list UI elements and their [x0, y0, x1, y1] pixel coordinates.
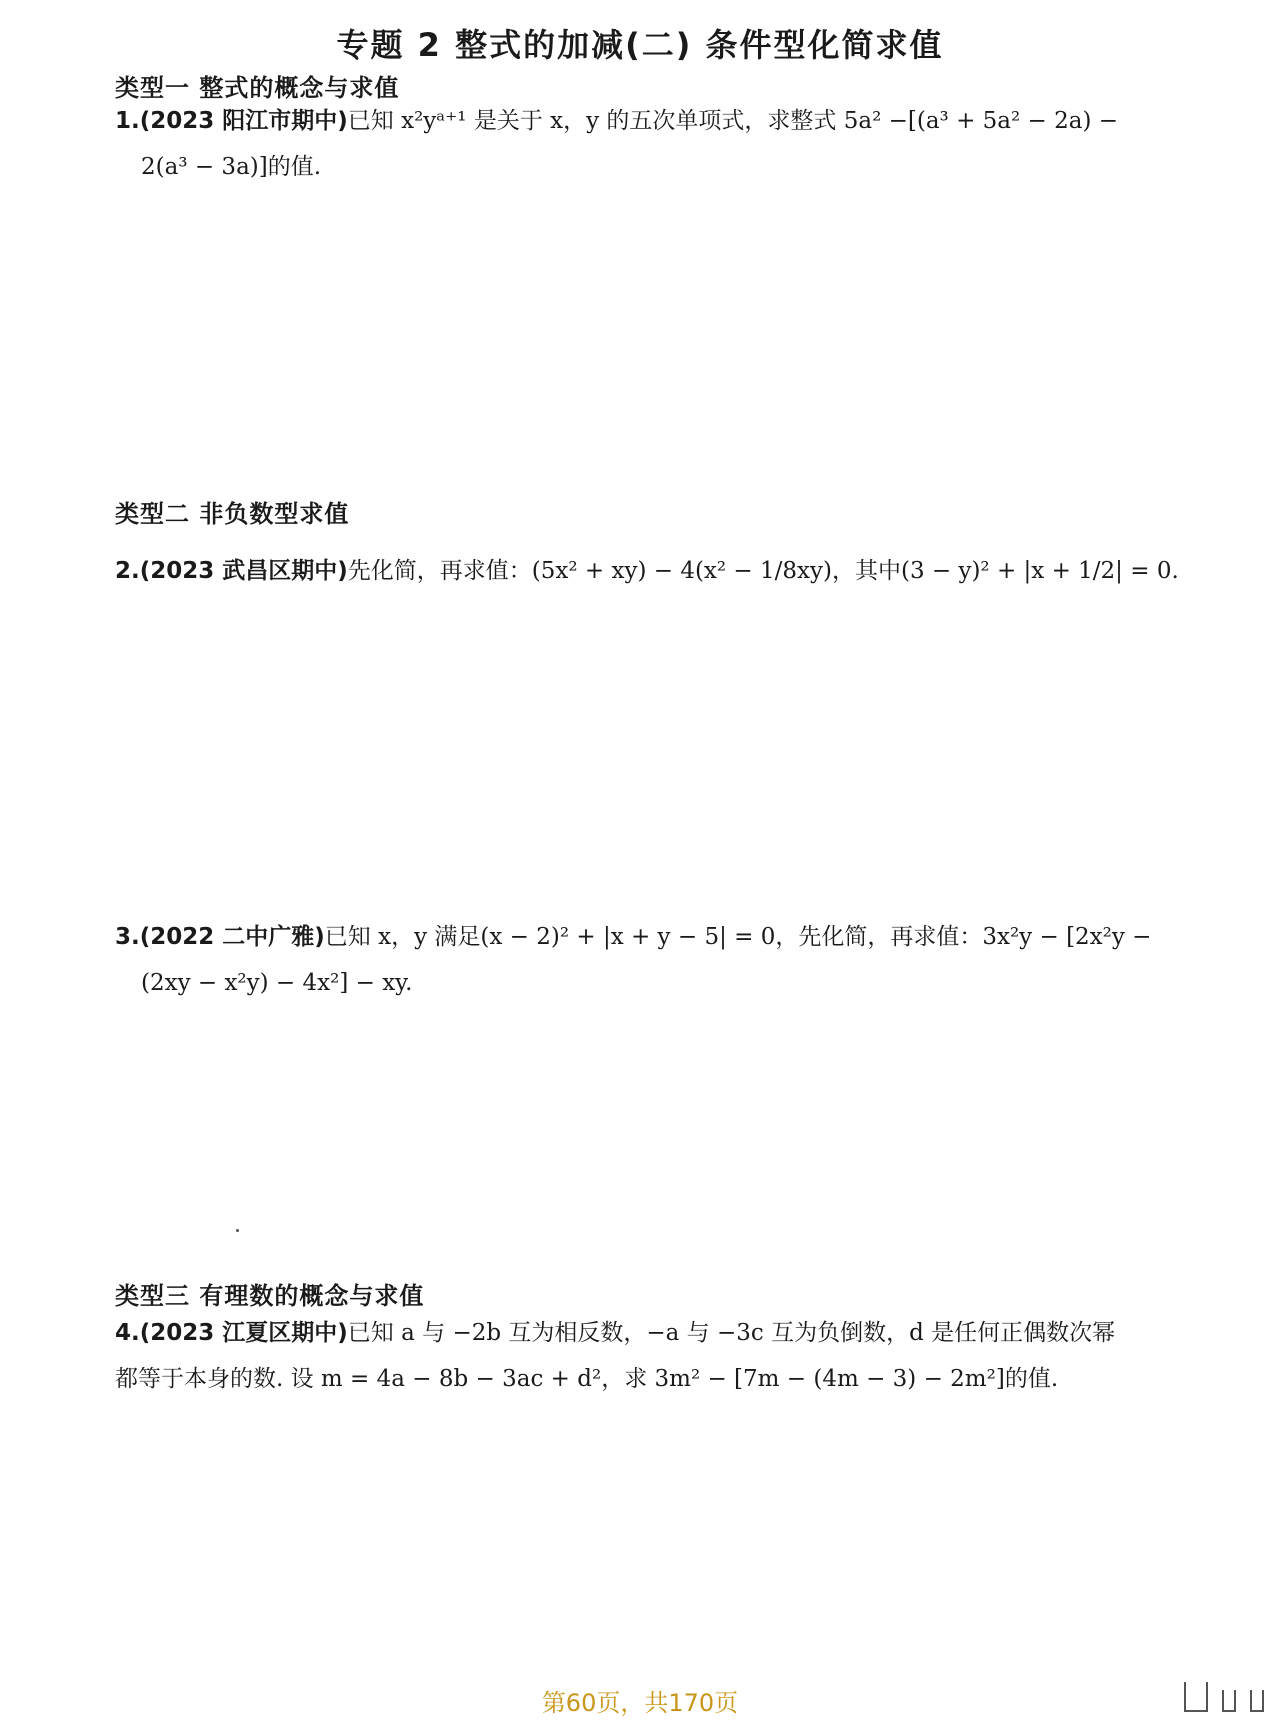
split-view-icon[interactable]	[1222, 1690, 1236, 1712]
section-heading-type-2: 类型二 非负数型求值	[115, 500, 350, 528]
problem-4	[115, 1310, 1195, 1402]
problem-4-line-2: 都等于本身的数. 设 m = 4a − 8b − 3ac + d²，求 3m² − [7m − (4m − 3) − 2m²]的值.	[115, 1366, 1059, 1392]
problem-number: 2.	[115, 558, 140, 584]
section-heading-type-3: 类型三 有理数的概念与求值	[115, 1282, 425, 1310]
problem-source: (2023 江夏区期中)	[139, 1320, 348, 1346]
stray-dot	[236, 1229, 239, 1232]
problem-4-line-1	[115, 1310, 1195, 1356]
problem-source: (2022 二中广雅)	[139, 924, 325, 950]
page-view-icon[interactable]	[1184, 1682, 1208, 1712]
page-title: 专题 2 整式的加减(二) 条件型化简求值	[336, 26, 944, 64]
problem-3-line-2: (2xy − x²y) − 4x²] − xy.	[141, 970, 413, 996]
problem-2	[115, 548, 1195, 594]
problem-number: 3.	[115, 924, 140, 950]
menu-icon[interactable]	[1250, 1690, 1264, 1712]
problem-3-line-1	[115, 914, 1195, 960]
page-indicator: 第60页，共170页	[541, 1689, 739, 1717]
problem-text: 先化简，再求值：(5x² + xy) − 4(x² − 1/8xy)，其中(3 − y)² + |x + 1/2| = 0.	[347, 558, 1179, 584]
problem-1	[115, 98, 1195, 190]
view-toolbar	[1184, 1682, 1264, 1712]
section-heading-type-1: 类型一 整式的概念与求值	[115, 74, 400, 102]
problem-source: (2023 武昌区期中)	[139, 558, 348, 584]
problem-number: 4.	[115, 1320, 140, 1346]
problem-text: 已知 a 与 −2b 互为相反数，−a 与 −3c 互为负倒数，d 是任何正偶数次幂	[347, 1320, 1116, 1346]
problem-source: (2023 阳江市期中)	[139, 108, 348, 134]
problem-text: 已知 x²yᵃ⁺¹ 是关于 x，y 的五次单项式，求整式 5a² −[(a³ + 5a² − 2a) −	[347, 108, 1119, 134]
problem-1-line-1	[115, 98, 1195, 144]
problem-3	[115, 914, 1195, 1006]
problem-number: 1.	[115, 108, 140, 134]
problem-1-line-2: 2(a³ − 3a)]的值.	[141, 154, 322, 180]
problem-2-line-1	[115, 548, 1195, 594]
problem-text: 已知 x，y 满足(x − 2)² + |x + y − 5| = 0，先化简，再求值：3x²y − [2x²y −	[324, 924, 1152, 950]
